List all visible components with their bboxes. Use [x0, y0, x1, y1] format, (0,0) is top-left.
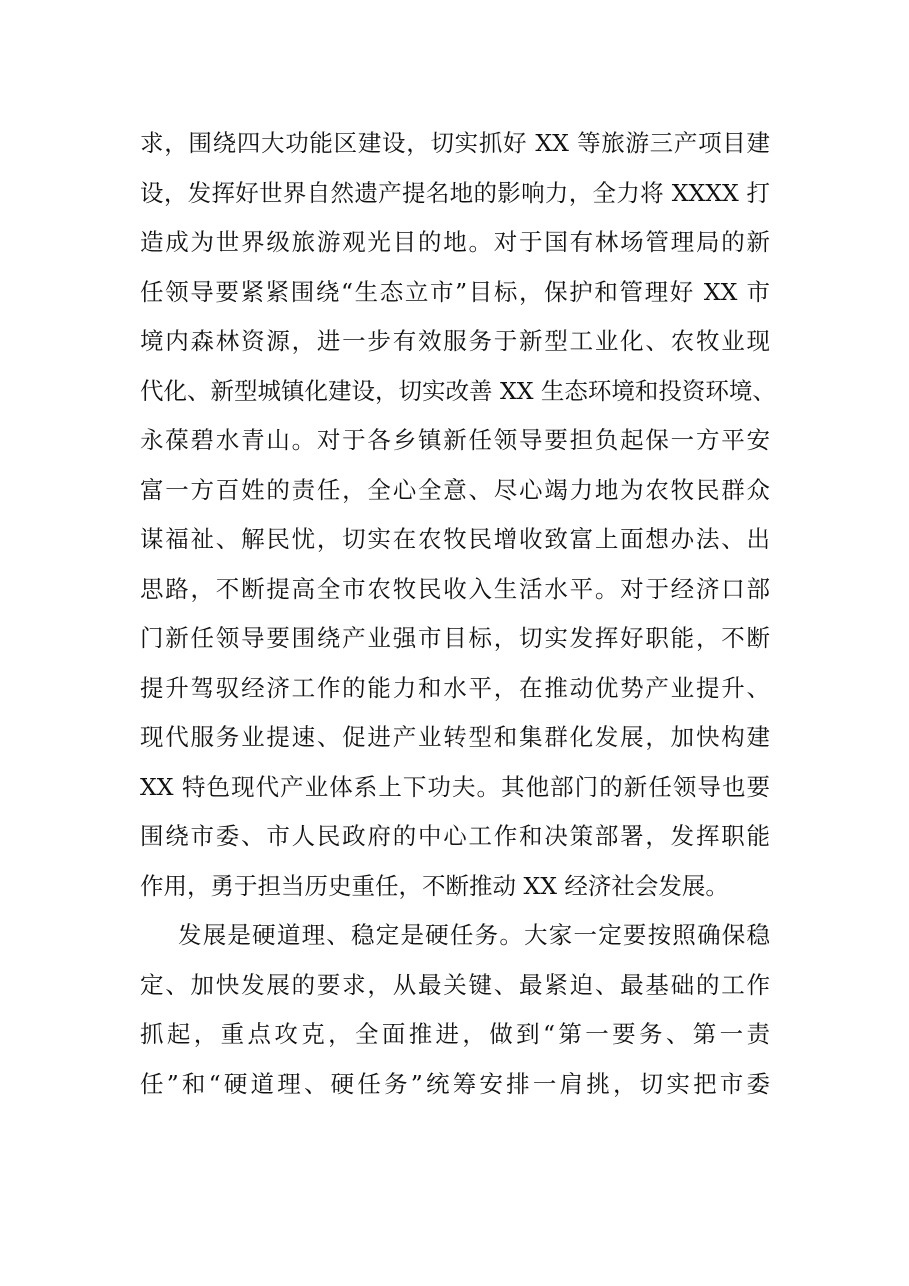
- paragraph-1-line-9: 谋福祉、解民忧，切实在农牧民增收致富上面想办法、出: [140, 525, 770, 553]
- paragraph-1-line-10: 思路，不断提高全市农牧民收入生活水平。对于经济口部: [140, 575, 770, 603]
- paragraph-1-line-16: 作用，勇于担当历史重任，不断推动 XX 经济社会发展。: [140, 872, 729, 900]
- paragraph-1-line-6: 代化、新型城镇化建设，切实改善 XX 生态环境和投资环境、: [140, 377, 776, 405]
- paragraph-1-line-3: 造成为世界级旅游观光目的地。对于国有林场管理局的新: [140, 228, 770, 256]
- paragraph-1-line-1: 求，围绕四大功能区建设，切实抓好 XX 等旅游三产项目建: [140, 129, 770, 157]
- paragraph-1-line-12: 提升驾驭经济工作的能力和水平，在推动优势产业提升、: [140, 674, 770, 702]
- paragraph-1-line-7: 永葆碧水青山。对于各乡镇新任领导要担负起保一方平安: [140, 426, 770, 454]
- paragraph-1-line-14: XX 特色现代产业体系上下功夫。其他部门的新任领导也要: [140, 773, 770, 801]
- paragraph-1-line-5: 境内森林资源，进一步有效服务于新型工业化、农牧业现: [140, 327, 770, 355]
- paragraph-2-line-1: 发展是硬道理、稳定是硬任务。大家一定要按照确保稳: [178, 921, 770, 949]
- paragraph-1-line-13: 现代服务业提速、促进产业转型和集群化发展，加快构建: [140, 723, 770, 751]
- paragraph-1-line-4: 任领导要紧紧围绕“生态立市”目标，保护和管理好 XX 市: [140, 278, 770, 306]
- paragraph-1-line-8: 富一方百姓的责任，全心全意、尽心竭力地为农牧民群众: [140, 476, 770, 504]
- paragraph-2-line-3: 抓起，重点攻克，全面推进，做到“第一要务、第一责: [140, 1020, 770, 1048]
- paragraph-2-line-4: 任”和“硬道理、硬任务”统筹安排一肩挑，切实把市委: [140, 1070, 770, 1098]
- paragraph-1-line-2: 设，发挥好世界自然遗产提名地的影响力，全力将 XXXX 打: [140, 179, 770, 207]
- paragraph-1-line-11: 门新任领导要围绕产业强市目标，切实发挥好职能，不断: [140, 624, 770, 652]
- paragraph-1-line-15: 围绕市委、市人民政府的中心工作和决策部署，发挥职能: [140, 822, 770, 850]
- paragraph-2-line-2: 定、加快发展的要求，从最关键、最紧迫、最基础的工作: [140, 971, 770, 999]
